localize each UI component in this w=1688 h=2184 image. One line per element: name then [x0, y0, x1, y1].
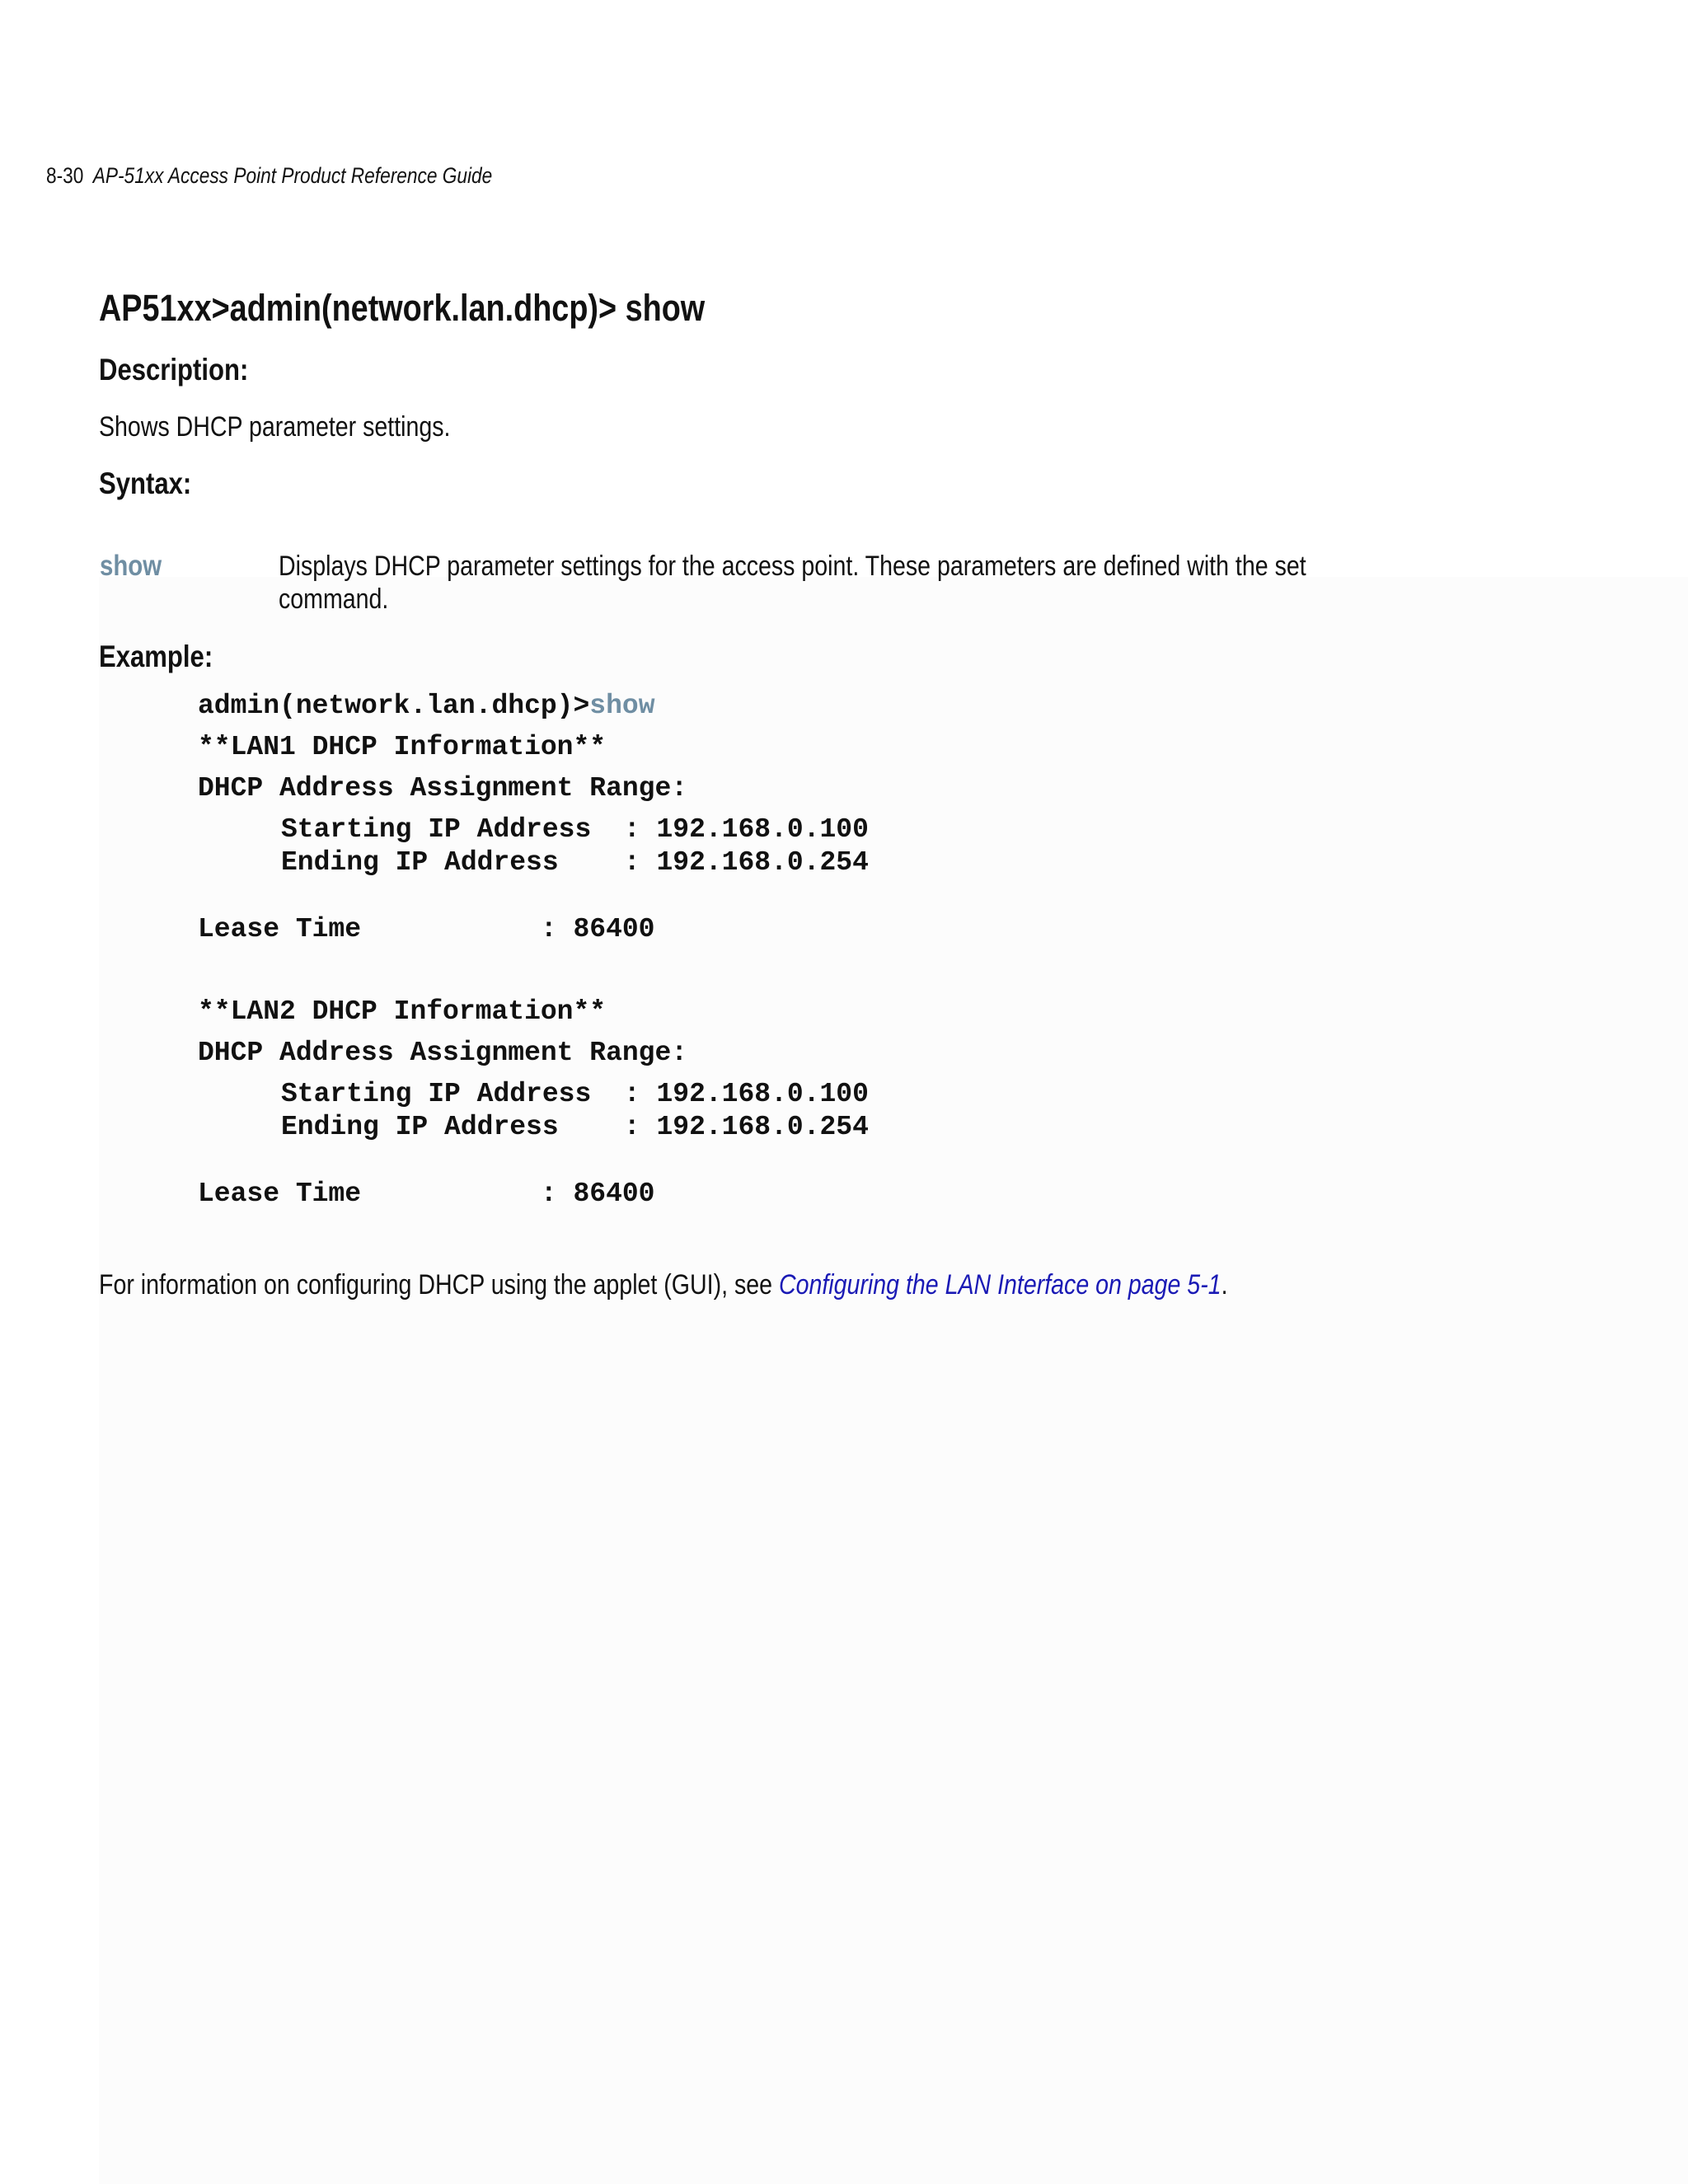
prompt-text: admin(network.lan.dhcp)>: [198, 691, 590, 721]
footer-note-end: .: [1221, 1269, 1228, 1301]
lan1-lease-time: Lease Time : 86400: [198, 914, 655, 944]
guide-title: AP-51xx Access Point Product Reference Guide: [92, 163, 493, 188]
syntax-keyword: show: [100, 550, 162, 582]
lan2-start-ip: Starting IP Address : 192.168.0.100: [281, 1079, 869, 1109]
lan2-end-ip: Ending IP Address : 192.168.0.254: [281, 1112, 869, 1142]
description-heading: Description:: [99, 353, 249, 387]
lan1-title: **LAN1 DHCP Information**: [198, 732, 607, 762]
lan-interface-link[interactable]: Configuring the LAN Interface on page 5-1: [778, 1269, 1221, 1301]
prompt-command: show: [589, 691, 655, 721]
running-header: [46, 163, 492, 189]
footer-note-text: For information on configuring DHCP using the applet (GUI), see: [99, 1269, 779, 1301]
lan1-end-ip: Ending IP Address : 192.168.0.254: [281, 847, 869, 878]
syntax-heading: Syntax:: [99, 466, 192, 500]
syntax-description: Displays DHCP parameter settings for the access point. These parameters are defined with the set command.: [279, 551, 1306, 615]
lan2-lease-time: Lease Time : 86400: [198, 1179, 655, 1209]
example-heading: Example:: [99, 640, 213, 673]
lan1-range-label: DHCP Address Assignment Range:: [198, 773, 688, 804]
lan2-range-label: DHCP Address Assignment Range:: [198, 1038, 688, 1068]
description-text: Shows DHCP parameter settings.: [99, 411, 451, 443]
page-number: 8-30: [46, 163, 84, 188]
lan2-title: **LAN2 DHCP Information**: [198, 996, 607, 1027]
footer-note: [99, 1269, 1228, 1301]
command-heading: AP51xx>admin(network.lan.dhcp)> show: [99, 287, 706, 329]
lan1-start-ip: Starting IP Address : 192.168.0.100: [281, 814, 869, 845]
example-prompt-line: [198, 691, 655, 721]
